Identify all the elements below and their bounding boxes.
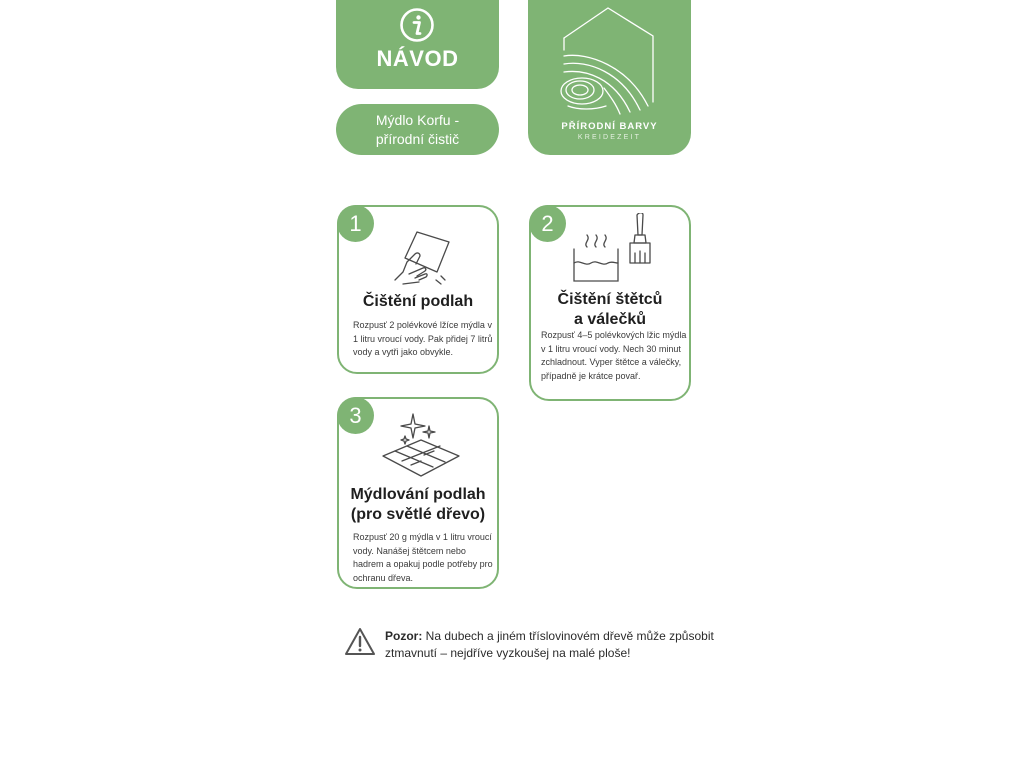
step-card-1 [337, 205, 499, 374]
step-text: Rozpusť 4–5 polévkových lžic mýdla v 1 litru vroucí vody. Nech 30 minut zchladnout. Vyper štětce a válečky, případně je krátce povař. [541, 330, 687, 381]
step-title: Čištění podlah [362, 293, 474, 310]
floor-sparkle-icon [381, 412, 461, 480]
info-icon [399, 7, 435, 43]
step-text: Rozpusť 2 polévkové lžíce mýdla v 1 litru vroucí vody. Pak přidej 7 litrů vody a vytři jako obvykle. [353, 320, 493, 357]
step-number-badge: 1 [337, 205, 374, 242]
house-wood-logo-icon [558, 6, 662, 118]
step-card-2 [529, 205, 691, 401]
brand-logo-tile [528, 0, 691, 155]
step-title-line-2: a válečků [573, 311, 647, 328]
brand-name: PŘÍRODNÍ BARVY [561, 121, 658, 132]
step-title-line-2: (pro světlé dřevo) [350, 506, 486, 523]
hot-water-icon [571, 233, 621, 285]
product-name-badge [336, 104, 499, 155]
step-title-line-1: Mýdlování podlah [350, 486, 486, 503]
step-title [531, 290, 689, 330]
page-title: NÁVOD [376, 46, 459, 71]
instructions-header-tile [336, 0, 499, 89]
step-title [339, 485, 497, 525]
step-card-3 [337, 397, 499, 589]
step-text: Rozpusť 20 g mýdla v 1 litru vroucí vody. Nanášej štětcem nebo hadrem a opakuj podle potřeby pro ochranu dřeva. [353, 532, 493, 583]
warning-message [385, 628, 725, 662]
step-title-line-1: Čištění štětců [557, 291, 663, 308]
brand-subtitle: KREIDEZEIT [577, 134, 642, 141]
warning-label: Pozor: [385, 629, 423, 643]
product-name-line-1: Mýdlo Korfu - [375, 111, 460, 128]
cleaning-hand-icon [389, 228, 451, 288]
warning-icon [344, 627, 376, 657]
warning-text: Na dubech a jiném tříslovinovém dřevě může způsobit ztmavnutí – nejdříve vyzkoušej na malé ploše! [385, 629, 714, 660]
product-name-line-2: přírodní čistič [375, 130, 460, 147]
step-number-badge: 2 [529, 205, 566, 242]
step-number-badge: 3 [337, 397, 374, 434]
brush-icon [626, 213, 654, 267]
